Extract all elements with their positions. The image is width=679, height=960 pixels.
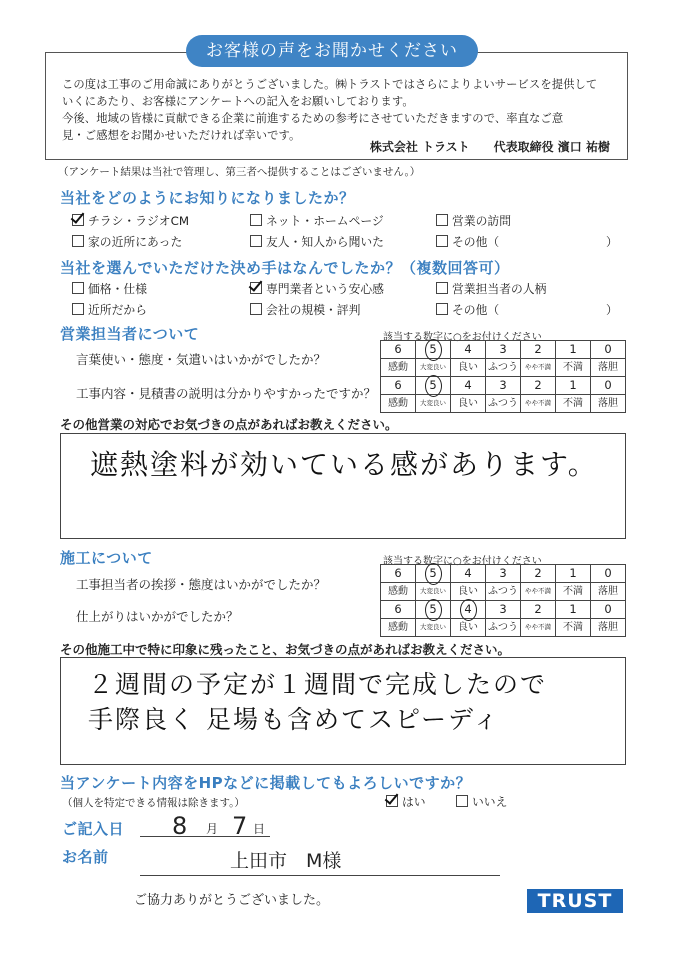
rating-1[interactable]: 1: [556, 377, 591, 395]
construction-title: 施工について: [60, 549, 153, 567]
rating-4-selected[interactable]: [451, 601, 486, 619]
rating-label: やや不満: [521, 395, 556, 413]
q2-title: 当社を選んでいただけた決め手はなんでしたか？（複数回答可）: [60, 259, 510, 277]
publish-yes[interactable]: はい: [386, 793, 426, 810]
q1-option[interactable]: 友人・知人から聞いた: [250, 233, 384, 250]
rating-3[interactable]: 3: [486, 341, 521, 359]
selected-circle: 5: [425, 375, 442, 397]
checkbox[interactable]: [436, 235, 448, 247]
rating-label: 感動: [381, 619, 416, 637]
rating-5-selected[interactable]: [416, 565, 451, 583]
q1-other-close: ）: [606, 235, 618, 249]
q1-option[interactable]: 営業の訪問: [436, 212, 511, 229]
selected-circle: 4: [460, 599, 477, 621]
rating-label: 不満: [556, 619, 591, 637]
rating-3[interactable]: 3: [486, 565, 521, 583]
rating-label: 落胆: [591, 583, 626, 601]
q1-option[interactable]: ネット・ホームページ: [250, 212, 384, 229]
q2-option[interactable]: 近所だから: [72, 301, 147, 318]
rating-label: 不満: [556, 583, 591, 601]
rating-label: 感動: [381, 583, 416, 601]
rating-label: 大変良い: [416, 619, 451, 637]
rating-4[interactable]: 4: [451, 565, 486, 583]
rating-instruction: 該当する数字に○をお付けください: [383, 556, 542, 567]
checkbox-checked[interactable]: [72, 214, 84, 226]
checkbox[interactable]: [250, 214, 262, 226]
rating-label: 良い: [451, 619, 486, 637]
checkbox[interactable]: [72, 282, 84, 294]
construction-rating-table: [380, 564, 626, 637]
rating-3[interactable]: 3: [486, 377, 521, 395]
rating-5-selected[interactable]: [416, 601, 451, 619]
form-title: お客様の声をお聞かせください: [186, 35, 478, 67]
name-underline: [140, 875, 500, 876]
rating-label: 感動: [381, 395, 416, 413]
rating-0[interactable]: 0: [591, 565, 626, 583]
rating-instruction: 該当する数字に○をお付けください: [383, 332, 542, 343]
rating-label: 良い: [451, 583, 486, 601]
intro-line: いくにあたり、お客様にアンケートへの記入をお願いしております。: [62, 95, 414, 108]
rating-label: 不満: [556, 359, 591, 377]
rating-label: ふつう: [486, 583, 521, 601]
rating-6[interactable]: 6: [381, 565, 416, 583]
publish-note: （個人を特定できる情報は除きます。）: [62, 797, 245, 809]
q1-option[interactable]: チラシ・ラジオCM: [72, 212, 189, 229]
rating-5-selected[interactable]: [416, 341, 451, 359]
sales-title: 営業担当者について: [60, 325, 200, 343]
q2-option[interactable]: 価格・仕様: [72, 280, 147, 297]
checkbox-checked[interactable]: [386, 795, 398, 807]
q2-option[interactable]: その他（: [436, 301, 499, 318]
rating-label: 感動: [381, 359, 416, 377]
publish-no[interactable]: いいえ: [456, 793, 507, 810]
selected-circle: 5: [425, 339, 442, 361]
trust-logo: TRUST: [527, 889, 623, 913]
rating-0[interactable]: 0: [591, 377, 626, 395]
q1-option[interactable]: その他（: [436, 233, 499, 250]
checkbox[interactable]: [72, 235, 84, 247]
date-month-unit: 月: [206, 822, 219, 836]
construction-comment-prompt: その他施工中で特に印象に残ったこと、お気づきの点があればお教えください。: [60, 642, 511, 657]
rating-0[interactable]: 0: [591, 341, 626, 359]
intro-line: 見・ご感想をお聞かせいただければ幸いです。: [62, 129, 301, 142]
checkbox[interactable]: [436, 214, 448, 226]
signature: 株式会社 トラスト 代表取締役 濱口 祐樹: [369, 140, 610, 154]
rating-2[interactable]: 2: [521, 601, 556, 619]
rating-6[interactable]: 6: [381, 377, 416, 395]
checkbox[interactable]: [250, 235, 262, 247]
rating-label: ふつう: [486, 395, 521, 413]
thanks-text: ご協力ありがとうございました。: [134, 893, 330, 908]
privacy-note: （アンケート結果は当社で管理し、第三者へ提供することはございません。）: [58, 166, 421, 178]
sales-question-2: 工事内容・見積書の説明は分かりやすかったですか？: [76, 386, 377, 401]
construction-comment-line: ２週間の予定が１週間で完成したので: [88, 670, 548, 699]
rating-1[interactable]: 1: [556, 565, 591, 583]
rating-label: 大変良い: [416, 359, 451, 377]
date-underline: [140, 836, 270, 837]
rating-label: やや不満: [521, 619, 556, 637]
rating-label: 良い: [451, 395, 486, 413]
rating-5-selected[interactable]: [416, 377, 451, 395]
date-day: 7: [232, 812, 248, 840]
checkbox[interactable]: [250, 303, 262, 315]
rating-label: 良い: [451, 359, 486, 377]
rating-4[interactable]: 4: [451, 377, 486, 395]
rating-1[interactable]: 1: [556, 341, 591, 359]
publish-question: 当アンケート内容をHPなどに掲載してもよろしいですか？: [60, 774, 472, 792]
rating-label: 落胆: [591, 619, 626, 637]
date-month: 8: [172, 812, 188, 840]
rating-2[interactable]: 2: [521, 377, 556, 395]
construction-question-2: 仕上がりはいかがでしたか？: [76, 609, 239, 624]
q2-option[interactable]: 営業担当者の人柄: [436, 280, 546, 297]
selected-circle: 5: [425, 599, 442, 621]
rating-label: ふつう: [486, 619, 521, 637]
rating-6[interactable]: 6: [381, 341, 416, 359]
date-label: ご記入日: [62, 820, 125, 838]
checkbox-checked[interactable]: [250, 282, 262, 294]
rating-label: 落胆: [591, 359, 626, 377]
intro-text: [62, 76, 622, 144]
rating-label: 不満: [556, 395, 591, 413]
rating-2[interactable]: 2: [521, 565, 556, 583]
checkbox[interactable]: [436, 303, 448, 315]
rating-label: ふつう: [486, 359, 521, 377]
rating-1[interactable]: 1: [556, 601, 591, 619]
rating-label: 大変良い: [416, 395, 451, 413]
q2-option[interactable]: 会社の規模・評判: [250, 301, 360, 318]
q1-title: 当社をどのようにお知りになりましたか？: [60, 189, 355, 207]
selected-circle: 5: [425, 563, 442, 585]
intro-line: 今後、地域の皆様に貢献できる企業に前進するための参考にさせていただきますので、率直なご意: [62, 112, 564, 125]
intro-line: この度は工事のご用命誠にありがとうございました。㈱トラストではさらによりよいサービスを提供して: [62, 78, 598, 91]
sales-comment: 遮熱塗料が効いている感があります。: [90, 448, 598, 481]
q2-option[interactable]: 専門業者という安心感: [250, 280, 384, 297]
checkbox[interactable]: [72, 303, 84, 315]
rating-label: 落胆: [591, 395, 626, 413]
rating-4[interactable]: 4: [451, 341, 486, 359]
checkbox[interactable]: [456, 795, 468, 807]
rating-6[interactable]: 6: [381, 601, 416, 619]
rating-label: やや不満: [521, 359, 556, 377]
rating-label: やや不満: [521, 583, 556, 601]
sales-comment-prompt: その他営業の対応でお気づきの点があればお教えください。: [60, 417, 398, 432]
rating-label: 大変良い: [416, 583, 451, 601]
construction-question-1: 工事担当者の挨拶・態度はいかがでしたか？: [76, 577, 327, 592]
rating-2[interactable]: 2: [521, 341, 556, 359]
rating-3[interactable]: 3: [486, 601, 521, 619]
name-label: お名前: [62, 848, 109, 866]
q2-other-close: ）: [606, 303, 618, 317]
checkbox[interactable]: [436, 282, 448, 294]
sales-rating-table: [380, 340, 626, 413]
date-day-unit: 日: [253, 822, 266, 836]
rating-0[interactable]: 0: [591, 601, 626, 619]
construction-comment-line: 手際良く 足場も含めてスピーディ: [88, 705, 500, 734]
sales-question-1: 言葉使い・態度・気遣いはいかがでしたか？: [76, 352, 327, 367]
q1-option[interactable]: 家の近所にあった: [72, 233, 182, 250]
name-value: 上田市 M様: [230, 850, 342, 872]
